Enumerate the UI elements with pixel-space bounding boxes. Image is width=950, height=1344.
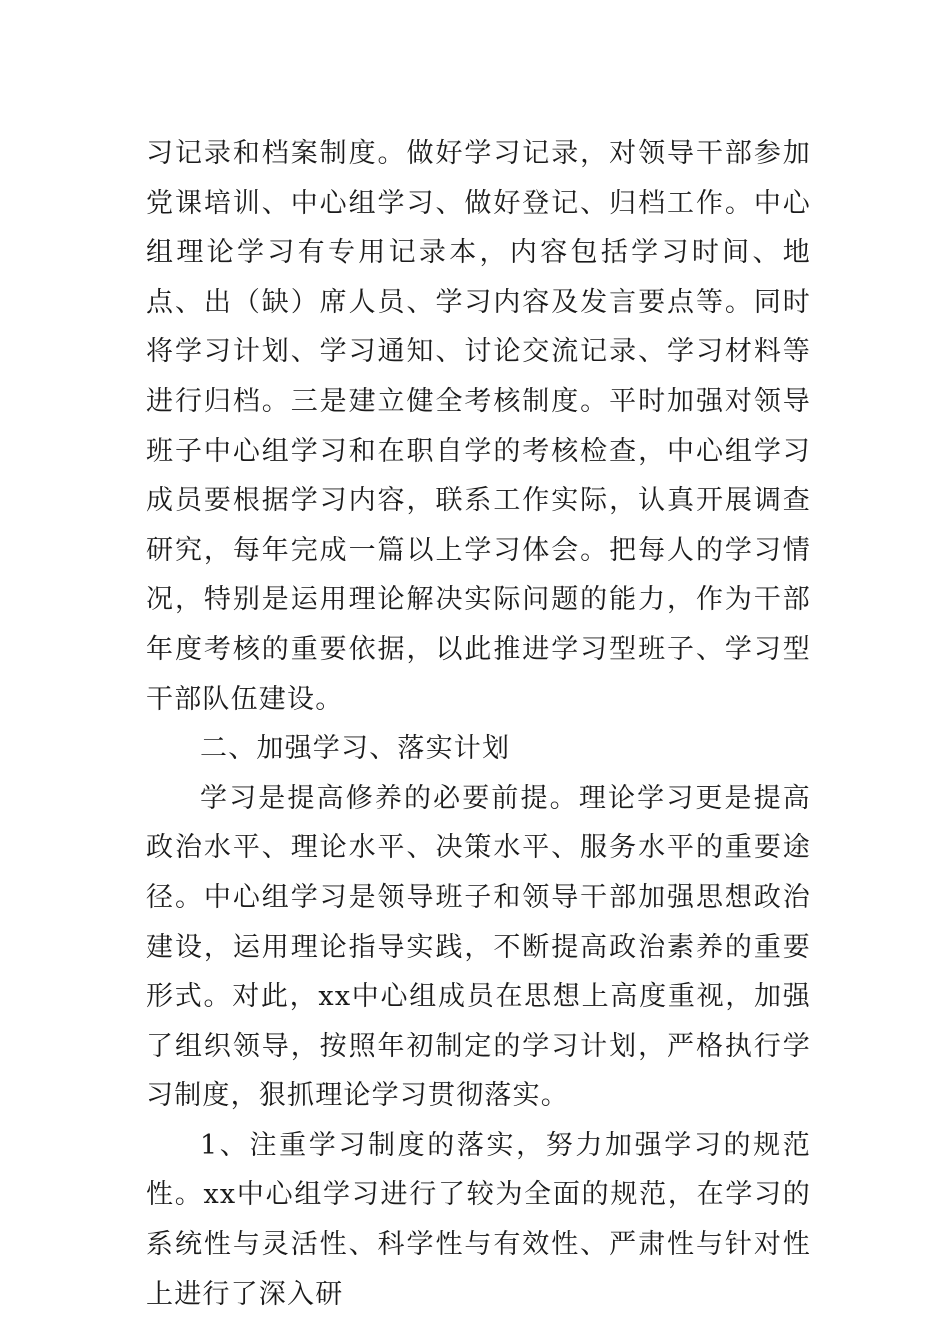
paragraph-record-archive: 习记录和档案制度。做好学习记录，对领导干部参加党课培训、中心组学习、做好登记、归档工作。中心组理论学习有专用记录本，内容包括学习时间、地点、出（缺）席人员、学习内容及发言要点等。同时将学习计划、学习通知、讨论交流记录、学习材料等进行归档。三是建立健全考核制度。平时加强对领导班子中心组学习和在职自学的考核检查，中心组学习成员要根据学习内容，联系工作实际，认真开展调查研究，每年完成一篇以上学习体会。把每人的学习情况，特别是运用理论解决实际问题的能力，作为干部年度考核的重要依据，以此推进学习型班子、学习型干部队伍建设。 xyxy=(146,138,811,715)
paragraph-study-premise: 学习是提高修养的必要前提。理论学习更是提高政治水平、理论水平、决策水平、服务水平的重要途径。中心组学习是领导班子和领导干部加强思想政治建设，运用理论指导实践，不断提高政治素养的重要形式。对此，xx中心组成员在思想上高度重视，加强了组织领导，按照年初制定的学习计划，严格执行学习制度，狠抓理论学习贯彻落实。 xyxy=(146,782,811,1112)
paragraph-system-implementation: 1、注重学习制度的落实，努力加强学习的规范性。xx中心组学习进行了较为全面的规范，在学习的系统性与灵活性、科学性与有效性、严肃性与针对性上进行了深入研 xyxy=(146,1129,811,1310)
section-heading: 二、加强学习、落实计划 xyxy=(200,733,511,765)
body-text xyxy=(146,129,811,1319)
